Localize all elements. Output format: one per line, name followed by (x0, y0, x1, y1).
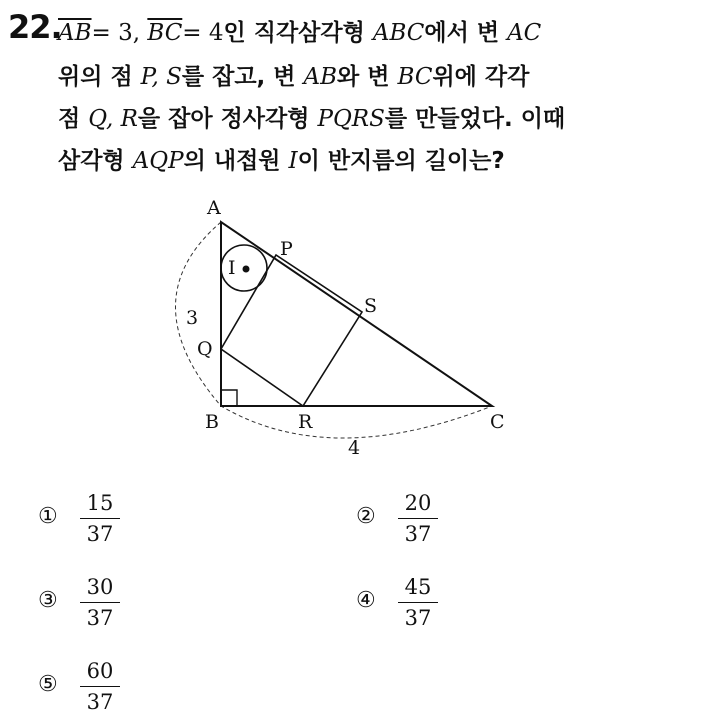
comma: , (105, 106, 121, 132)
text: 을 잡아 정사각형 (137, 106, 318, 132)
segment-bc-value: = 4 (182, 20, 224, 46)
text: 점 (58, 106, 89, 132)
label-r: R (298, 411, 313, 433)
square-name: PQRS (317, 106, 385, 132)
choice-marker: ② (356, 504, 376, 529)
fraction (80, 658, 120, 715)
segment-bc: $\overline{BC}$ (147, 20, 183, 46)
denominator: 37 (86, 690, 114, 714)
side-bc: BC (397, 64, 433, 90)
numerator: 45 (404, 575, 432, 599)
label-side-ab: 3 (186, 307, 199, 329)
text: 를 만들었다. 이때 (384, 106, 566, 132)
text: 이 반지름의 길이는? (297, 148, 505, 174)
text: 에서 변 (424, 20, 508, 46)
text: 와 변 (337, 64, 398, 90)
denominator: 37 (404, 522, 432, 546)
fraction (80, 490, 120, 547)
text: 를 잡고, 변 (181, 64, 304, 90)
side-ab: AB (303, 64, 338, 90)
choice-marker: ③ (38, 588, 58, 613)
denominator: 37 (86, 522, 114, 546)
choice-marker: ① (38, 504, 58, 529)
triangle-aqp: AQP (132, 148, 184, 174)
side-name: AC (507, 20, 542, 46)
incenter-i: I (288, 148, 298, 174)
text: 인 직각삼각형 (223, 20, 373, 46)
label-c: C (490, 411, 505, 433)
choice-marker: ④ (356, 588, 376, 613)
segment-ab-value: = 3, (91, 20, 148, 46)
incenter-dot (243, 266, 250, 273)
numerator: 20 (404, 491, 432, 515)
text: 위의 점 (58, 64, 141, 90)
label-s: S (364, 295, 378, 317)
point-p: P (140, 64, 152, 90)
text: 삼각형 (58, 148, 133, 174)
fraction (398, 490, 438, 547)
numerator: 30 (86, 575, 114, 599)
comma: , (151, 64, 167, 90)
label-a: A (207, 197, 221, 219)
label-b: B (205, 411, 219, 433)
question-number: 22. (8, 8, 62, 46)
point-s: S (166, 64, 182, 90)
label-q: Q (197, 338, 213, 360)
label-p: P (280, 238, 293, 260)
numerator: 15 (86, 491, 114, 515)
denominator: 37 (404, 606, 432, 630)
denominator: 37 (86, 606, 114, 630)
square-pqrs (221, 255, 362, 406)
choice-marker: ⑤ (38, 672, 58, 697)
text: 의 내접원 (183, 148, 289, 174)
label-i: I (228, 257, 236, 279)
fraction (80, 574, 120, 631)
right-angle-mark (221, 390, 237, 406)
text: 위에 각각 (432, 64, 530, 90)
point-q: Q (88, 106, 106, 132)
label-side-bc: 4 (348, 437, 361, 459)
fraction (398, 574, 438, 631)
triangle-name: ABC (372, 20, 425, 46)
segment-ab: $\overline{AB}$ (58, 20, 92, 46)
point-r: R (120, 106, 138, 132)
numerator: 60 (86, 659, 114, 683)
triangle-abc (221, 222, 492, 406)
